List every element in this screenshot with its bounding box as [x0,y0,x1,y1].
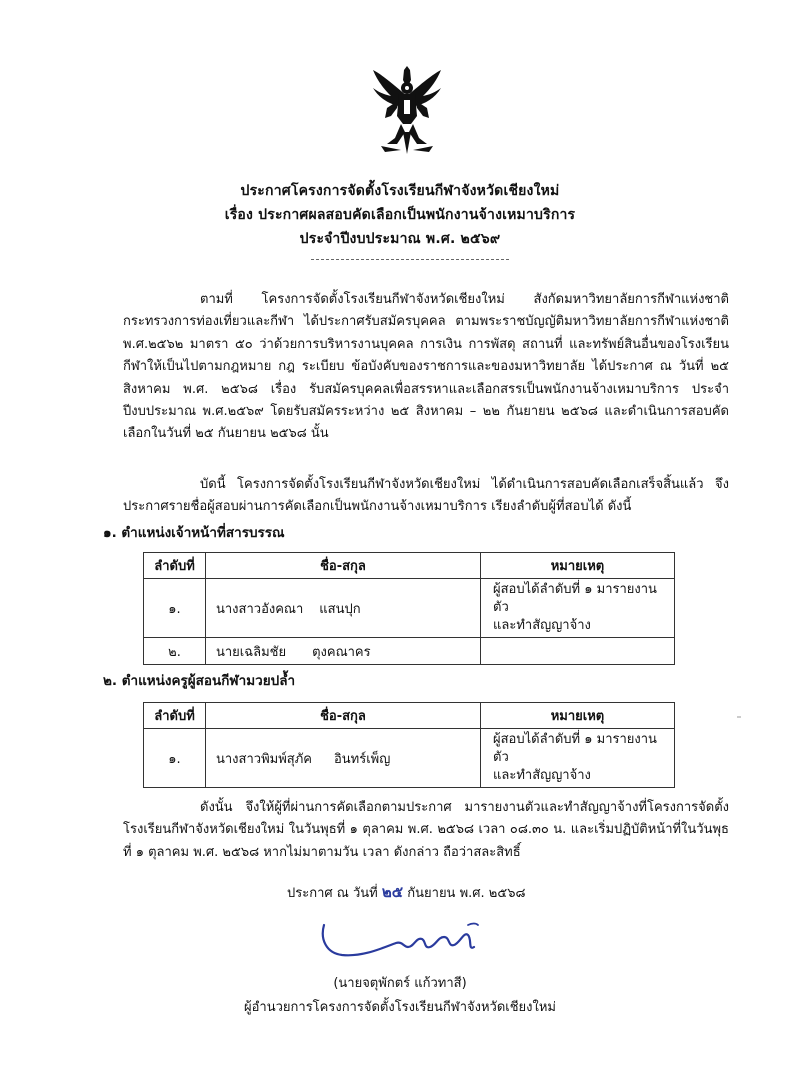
result-paragraph: บัดนี้ โครงการจัดตั้งโรงเรียนกีฬาจังหวัดเชียงใหม่ ได้ดำเนินการสอบคัดเลือกเสร็จสิ้นแล้ว จึงประกาศรายชื่อผู้สอบผ่านการคัดเลือกเป็นพนักงานจ้างเหมาบริการ เรียงลำดับผู้ที่สอบได้ ดังนี้ [123,477,729,515]
candidate-first-name: นางสาวอังคณา [216,601,304,617]
remark-line-2: และทำสัญญาจ้าง [493,768,591,783]
signer-name: (นายจตุพักตร์ แก้วทาสี) [333,976,467,991]
candidate-last-name: อินทร์เพ็ญ [333,751,391,767]
candidate-first-name: นายเฉลิมชัย [216,644,287,660]
row-number: ๒. [144,638,206,665]
remark-cell [481,729,675,788]
candidate-last-name: แสนปุก [319,601,361,617]
table-row [144,638,675,665]
results-table-2 [143,702,675,788]
candidate-name [206,579,481,638]
announce-date-prefix: ประกาศ ณ วันที่ [287,886,378,901]
announce-date-suffix: กันยายน พ.ศ. ๒๕๖๘ [407,886,526,901]
candidate-name [206,729,481,788]
table-row [144,579,675,638]
column-header-remark: หมายเหตุ [481,703,675,729]
candidate-first-name: นางสาวพิมพ์สุภัค [216,751,312,767]
candidate-name [206,638,481,665]
table-header-row [144,553,675,579]
signer-title: ผู้อำนวยการโครงการจัดตั้งโรงเรียนกีฬาจังหวัดเชียงใหม่ [244,1000,556,1015]
table-header-row [144,703,675,729]
column-header-name: ชื่อ-สกุล [206,703,481,729]
announce-day: ๒๕ [381,883,404,901]
header-divider [311,259,509,260]
row-number: ๑. [144,579,206,638]
announcement-subject: เรื่อง ประกาศผลสอบคัดเลือกเป็นพนักงานจ้างเหมาบริการ [224,207,576,223]
remark-cell [481,638,675,665]
candidate-last-name: ตุงคณาคร [312,644,371,660]
column-header-name: ชื่อ-สกุล [206,553,481,579]
garuda-emblem-icon [371,66,443,154]
handwritten-signature [318,917,488,965]
column-header-no: ลำดับที่ [144,553,206,579]
table-row [144,729,675,788]
section-2-title: ๒. ตำแหน่งครูผู้สอนกีฬามวยปล้ำ [103,673,296,689]
remark-cell [481,579,675,638]
results-table-1 [143,552,675,665]
intro-paragraph: ตามที่ โครงการจัดตั้งโรงเรียนกีฬาจังหวัดเชียงใหม่ สังกัดมหาวิทยาลัยการกีฬาแห่งชาติ กระทรวงการท่องเที่ยวและกีฬา ได้ประกาศรับสมัครบุคคล ตามพระราชบัญญัติมหาวิทยาลัยการกีฬาแห่งชาติ พ.ศ.๒๕๖๒ มาตรา ๕๐ ว่าด้วยการบริหารงานบุคคล การเงิน การพัสดุ สถานที่ และทรัพย์สินอื่นของโรงเรียนกีฬาให้เป็นไปตามกฎหมาย กฎ ระเบียบ ข้อบังคับของราชการและของมหาวิทยาลัย ได้ประกาศ ณ วันที่ ๒๕ สิงหาคม พ.ศ. ๒๕๖๘ เรื่อง รับสมัครบุคคลเพื่อสรรหาและเลือกสรรเป็นพนักงานจ้างเหมาบริการ ประจำปีงบประมาณ พ.ศ.๒๕๖๙ โดยรับสมัครระหว่าง ๒๕ สิงหาคม – ๒๒ กันยายน ๒๕๖๘ และดำเนินการสอบคัดเลือกในวันที่ ๒๕ กันยายน ๒๕๖๘ นั้น [123,292,729,442]
section-1-title: ๑. ตำแหน่งเจ้าหน้าที่สารบรรณ [103,525,285,541]
row-number: ๑. [144,729,206,788]
remark-line-2: และทำสัญญาจ้าง [493,618,591,633]
announcement-title: ประกาศโครงการจัดตั้งโรงเรียนกีฬาจังหวัดเชียงใหม่ [240,183,560,199]
remark-line-1: ผู้สอบได้ลำดับที่ ๑ มารายงานตัว [493,732,657,765]
remark-line-1: ผู้สอบได้ลำดับที่ ๑ มารายงานตัว [493,582,657,615]
column-header-remark: หมายเหตุ [481,553,675,579]
column-header-no: ลำดับที่ [144,703,206,729]
announce-date-line [287,880,525,904]
fiscal-year-line: ประจำปีงบประมาณ พ.ศ. ๒๕๖๙ [299,231,501,247]
instruction-paragraph: ดังนั้น จึงให้ผู้ที่ผ่านการคัดเลือกตามประกาศ มารายงานตัวและทำสัญญาจ้างที่โครงการจัดตั้งโรงเรียนกีฬาจังหวัดเชียงใหม่ ในวันพุธที่ ๑ ตุลาคม พ.ศ. ๒๕๖๘ เวลา ๐๘.๓๐ น. และเริ่มปฏิบัติหน้าที่ในวันพุธที่ ๑ ตุลาคม พ.ศ. ๒๕๖๘ หากไม่มาตามวัน เวลา ดังกล่าว ถือว่าสละสิทธิ์ [123,800,729,860]
scan-speck [737,716,741,718]
